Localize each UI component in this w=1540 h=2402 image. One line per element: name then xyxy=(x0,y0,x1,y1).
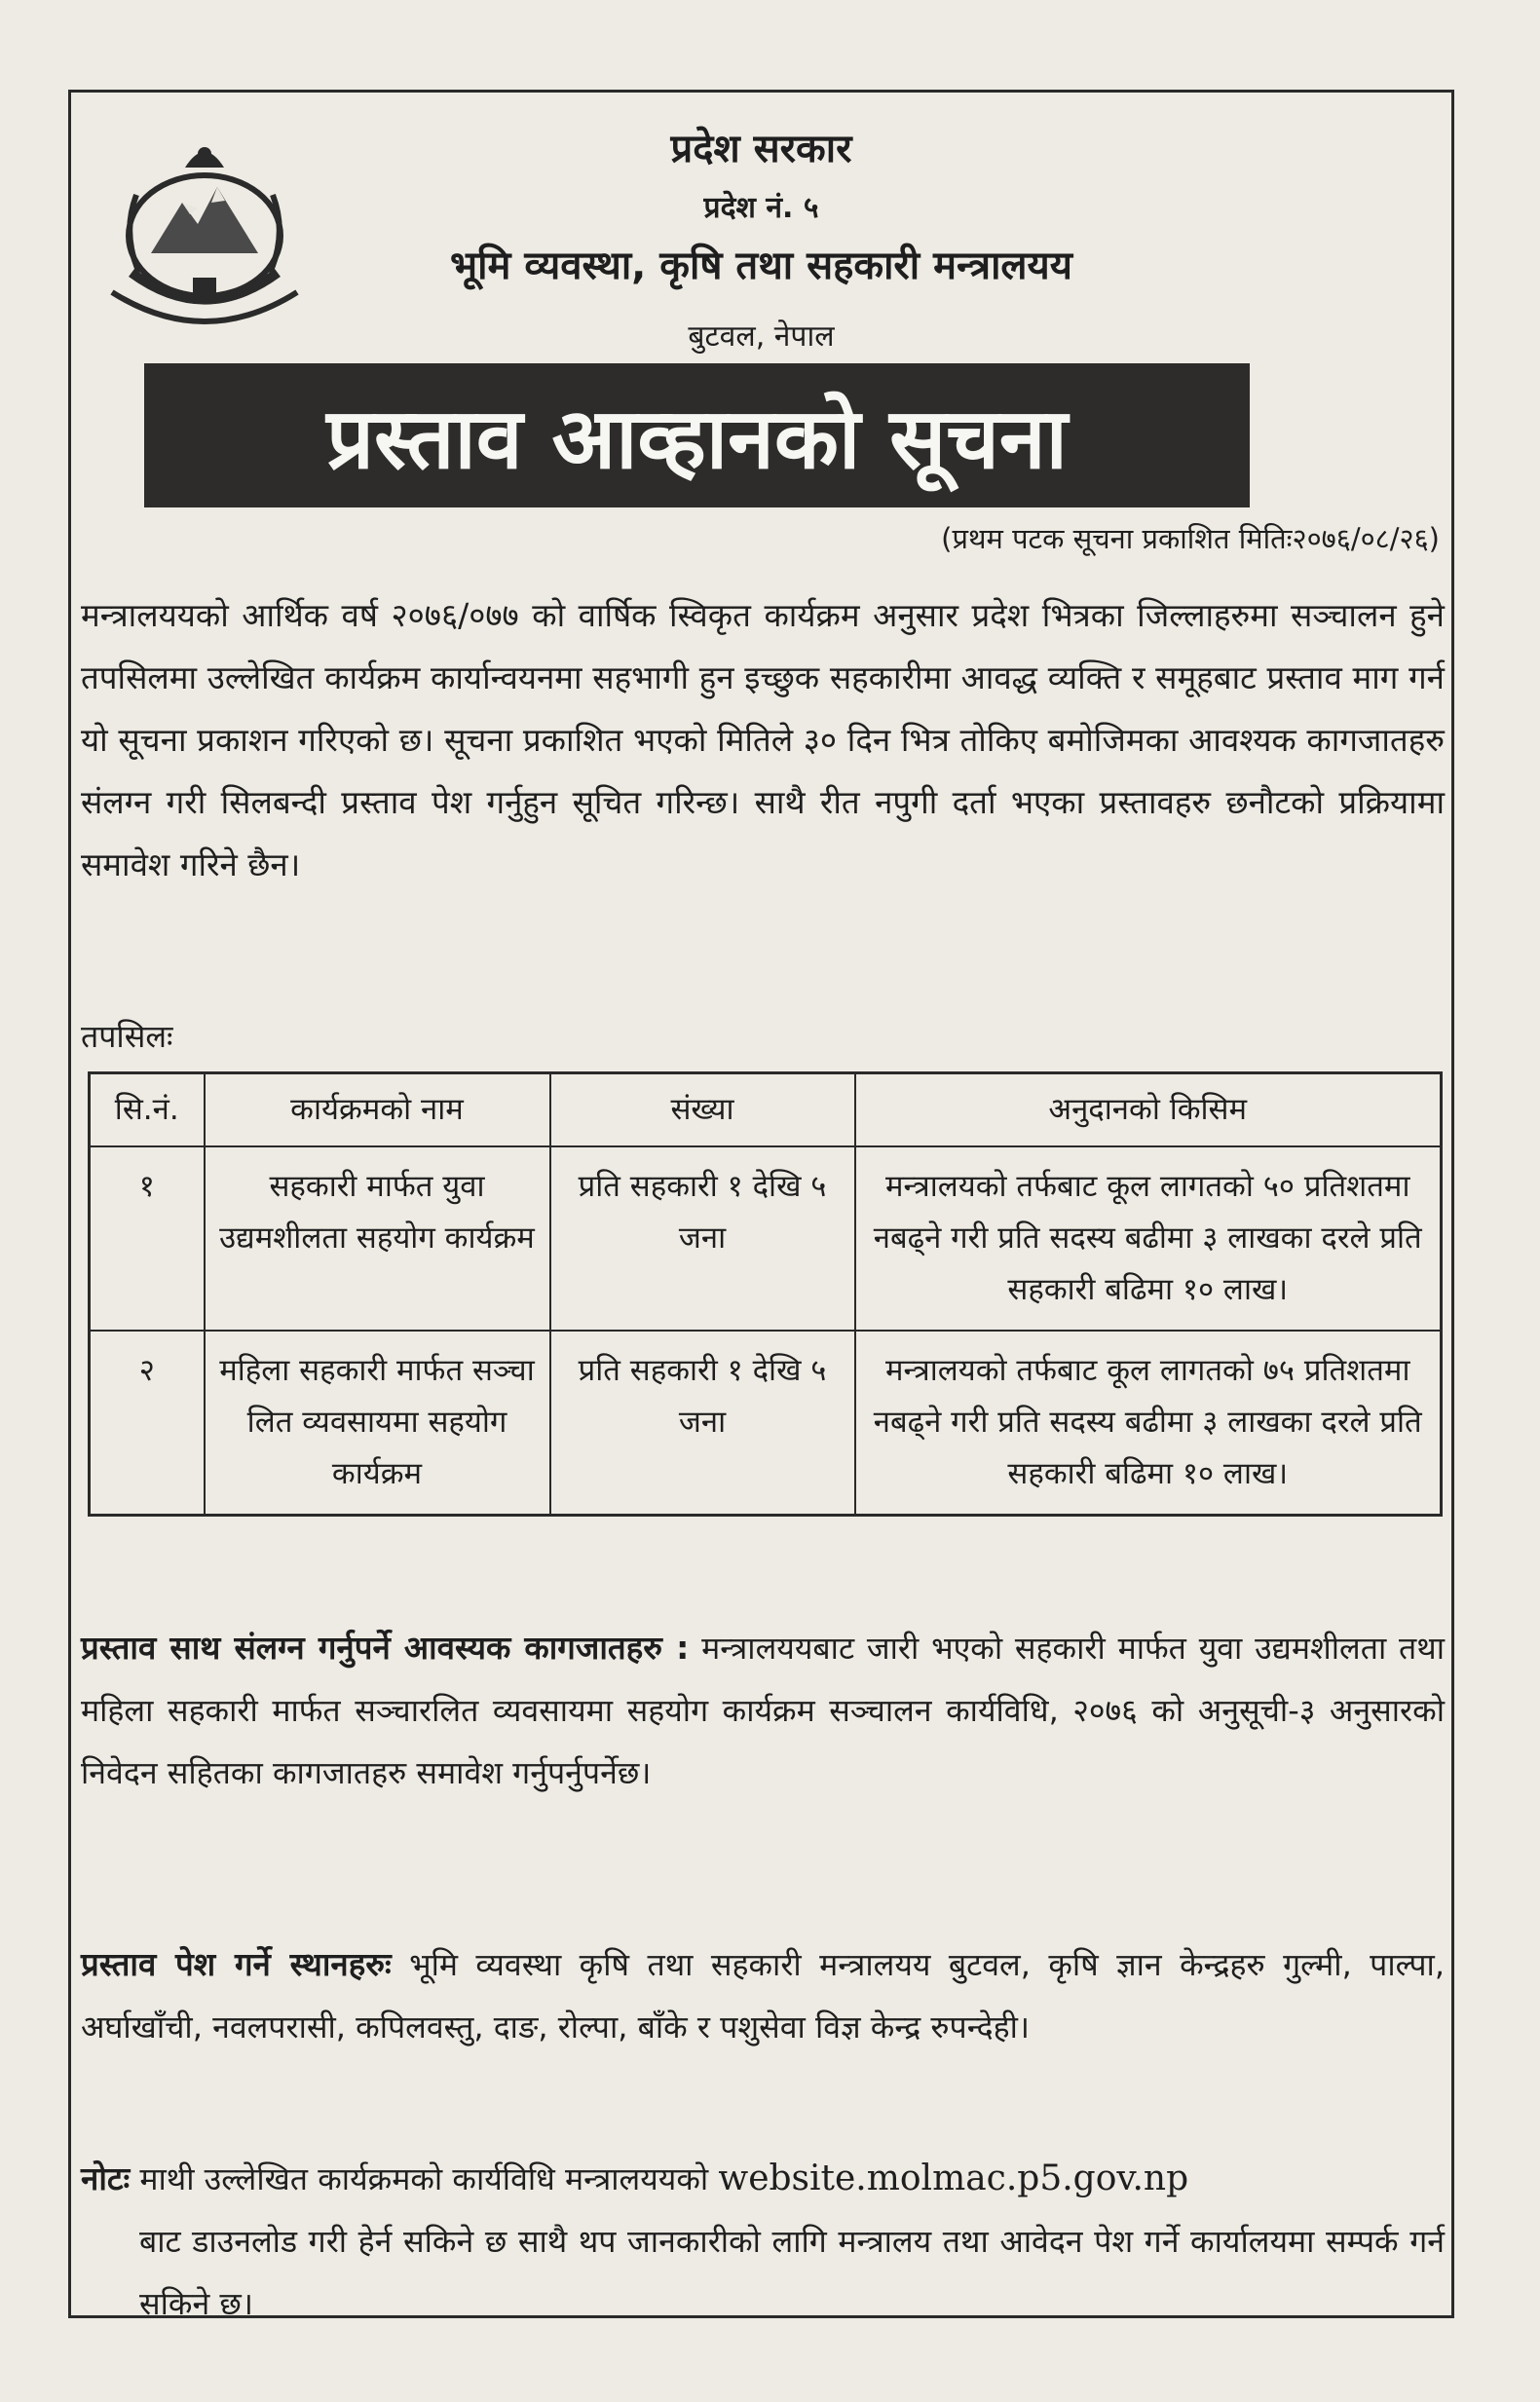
program-table xyxy=(88,1071,1443,1517)
table-cell-grant: मन्त्रालयको तर्फबाट कूल लागतको ७५ प्रतिशतमा नबढ्ने गरी प्रति सदस्य बढीमा ३ लाखका दरले प्रति सहकारी बढिमा १० लाख। xyxy=(855,1331,1442,1516)
notice-frame xyxy=(68,90,1454,2322)
table-cell-serial: २ xyxy=(90,1331,205,1516)
table-cell-program: सहकारी मार्फत युवा उद्यमशीलता सहयोग कार्यक्रम xyxy=(205,1146,550,1331)
documents-text: मन्त्रालययबाट जारी भएको सहकारी मार्फत युवा उद्यमशीलता तथा महिला सहकारी मार्फत सञ्चारलित व्यवसायमा सहयोग कार्यक्रम सञ्चालन कार्यविधि, २०७६ को अनुसूची-३ अनुसारको निवेदन सहितका कागजातहरु समावेश गर्नुपर्नुपर्नेछ। xyxy=(81,1630,1445,1791)
location-heading: बुटवल, नेपाल xyxy=(688,319,835,354)
website-link[interactable]: website.molmac.p5.gov.np xyxy=(718,2158,1189,2198)
places-label: प्रस्ताव पेश गर्ने स्थानहरुः xyxy=(81,1945,392,1983)
notice-title-banner xyxy=(144,363,1250,507)
details-label: तपसिलः xyxy=(81,1018,173,1055)
publish-date-note: (प्रथम पटक सूचना प्रकाशित मितिः२०७६/०८/२६) xyxy=(941,522,1440,555)
ministry-heading: भूमि व्यवस्था, कृषि तथा सहकारी मन्त्रालयय xyxy=(450,244,1072,288)
documents-label: प्रस्ताव साथ संलग्न गर्नुपर्ने आवस्यक कागजातहरु : xyxy=(81,1629,690,1667)
province-heading: प्रदेश नं. ५ xyxy=(703,191,819,225)
table-cell-count: प्रति सहकारी १ देखि ५ जना xyxy=(550,1146,855,1331)
column-header-serial: सि.नं. xyxy=(90,1073,205,1147)
table-row xyxy=(90,1146,1442,1331)
table-cell-grant: मन्त्रालयको तर्फबाट कूल लागतको ५० प्रतिशतमा नबढ्ने गरी प्रति सदस्य बढीमा ३ लाखका दरले प्रति सहकारी बढिमा १० लाख। xyxy=(855,1146,1442,1331)
table-row xyxy=(90,1331,1442,1516)
places-text: भूमि व्यवस्था कृषि तथा सहकारी मन्त्रालयय बुटवल, कृषि ज्ञान केन्द्रहरु गुल्मी, पाल्पा, अर्घाखाँची, नवलपरासी, कपिलवस्तु, दाङ, रोल्पा, बाँके र पशुसेवा विज्ञ केन्द्र रुपन्देही। xyxy=(81,1946,1445,2045)
note-label: नोटः xyxy=(81,2159,131,2197)
table-cell-program: महिला सहकारी मार्फत सञ्चा लित व्यवसायमा सहयोग कार्यक्रम xyxy=(205,1331,550,1516)
note-text-before: माथी उल्लेखित कार्यक्रमको कार्यविधि मन्त्रालययको xyxy=(139,2160,709,2197)
table-cell-count: प्रति सहकारी १ देखि ५ जना xyxy=(550,1331,855,1516)
documents-section xyxy=(81,1617,1445,1804)
places-section xyxy=(81,1933,1445,2058)
government-heading: प्रदेश सरकार xyxy=(670,127,852,171)
notice-title: प्रस्ताव आव्हानको सूचना xyxy=(326,390,1068,488)
table-header-row xyxy=(90,1073,1442,1147)
column-header-count: संख्या xyxy=(550,1073,855,1147)
column-header-grant: अनुदानको किसिम xyxy=(855,1073,1442,1147)
note-section xyxy=(81,2148,1445,2335)
column-header-program: कार्यक्रमको नाम xyxy=(205,1073,550,1147)
note-text-after: बाट डाउनलोड गरी हेर्न सकिने छ साथै थप जानकारीको लागि मन्त्रालय तथा आवेदन पेश गर्ने कार्यालयमा सम्पर्क गर्न सकिने छ। xyxy=(139,2223,1445,2322)
intro-paragraph: मन्त्रालययको आर्थिक वर्ष २०७६/०७७ को वार्षिक स्विकृत कार्यक्रम अनुसार प्रदेश भित्रका जिल्लाहरुमा सञ्चालन हुने तपसिलमा उल्लेखित कार्यक्रम कार्यान्वयनमा सहभागी हुन इच्छुक सहकारीमा आवद्ध व्यक्ति र समूहबाट प्रस्ताव माग गर्न यो सूचना प्रकाशन गरिएको छ। सूचना प्रकाशित भएको मितिले ३० दिन भित्र तोकिए बमोजिमका आवश्यक कागजातहरु संलग्न गरी सिलबन्दी प्रस्ताव पेश गर्नुहुन सूचित गरिन्छ। साथै रीत नपुगी दर्ता भएका प्रस्तावहरु छनौटको प्रक्रियामा समावेश गरिने छैन। xyxy=(81,596,1445,883)
table-cell-serial: १ xyxy=(90,1146,205,1331)
